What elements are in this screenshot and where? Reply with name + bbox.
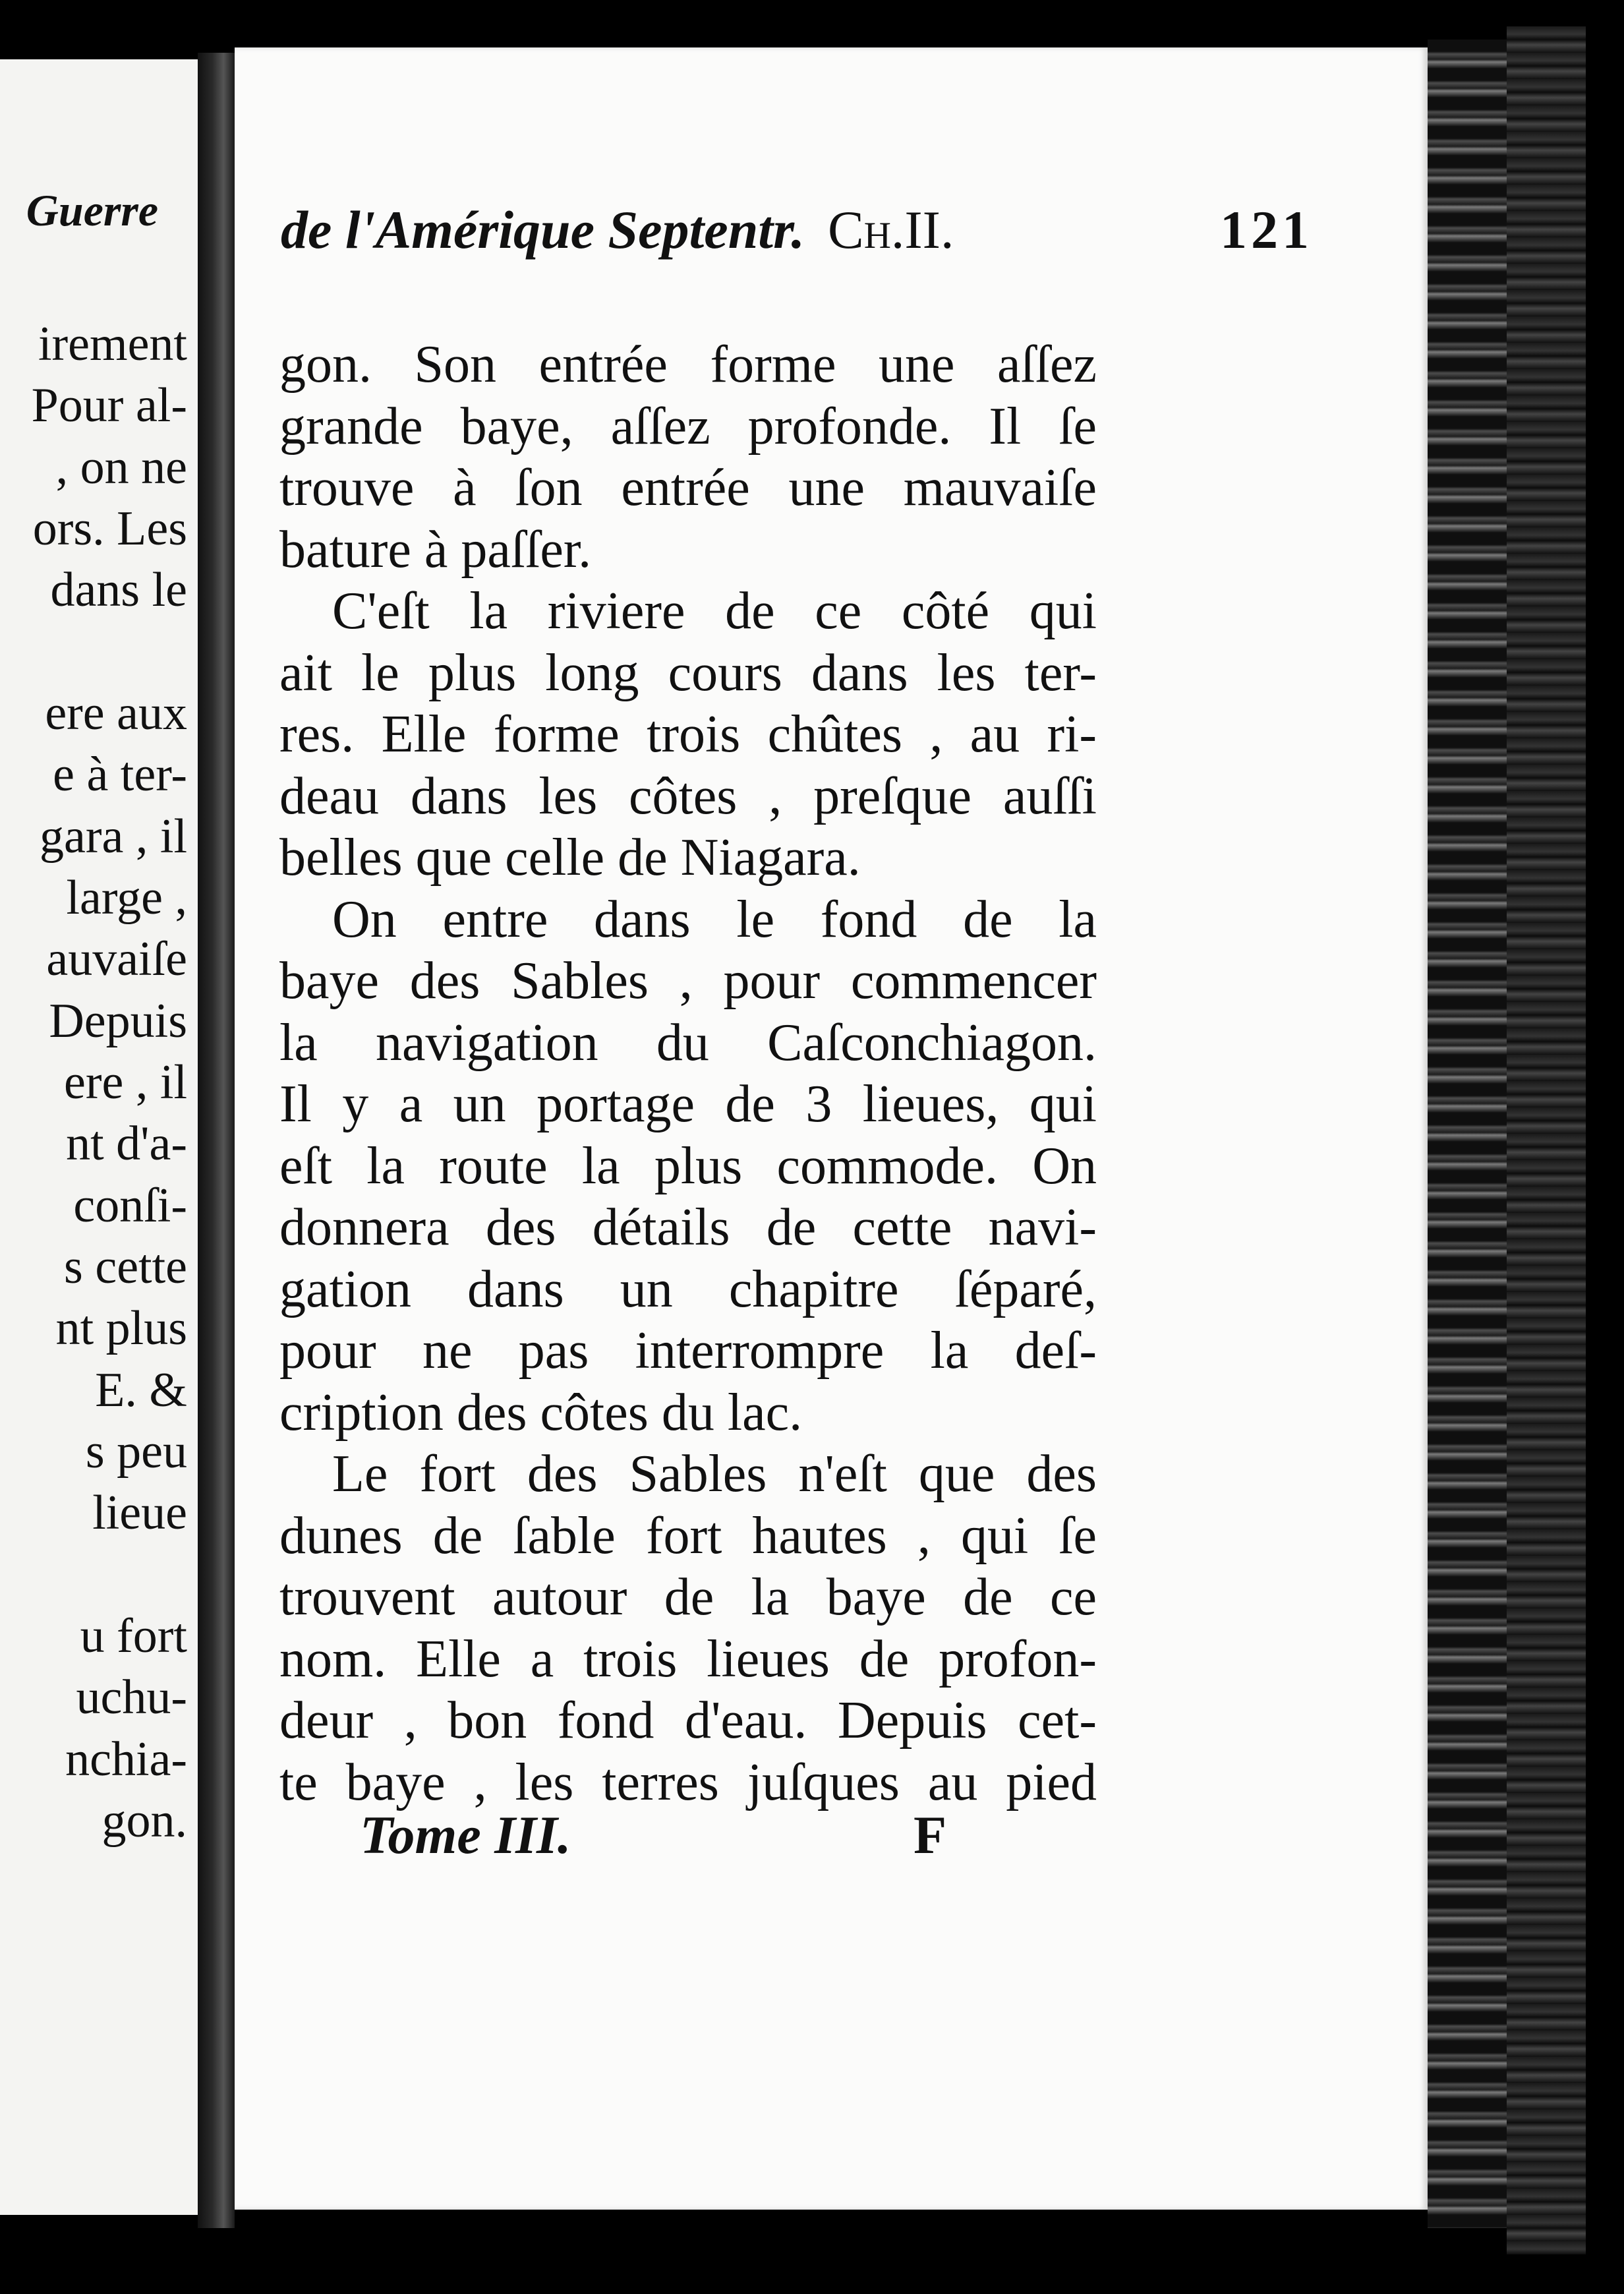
- facing-page-line: nt plus: [55, 1301, 187, 1355]
- text-line: eſt la route la plus commode. On: [279, 1136, 1097, 1195]
- text-line: ait le plus long cours dans les ter-: [279, 643, 1097, 702]
- text-line: dunes de ſable fort hautes , qui ſe: [279, 1506, 1097, 1565]
- text-line: deur , bon fond d'eau. Depuis cet-: [279, 1691, 1097, 1750]
- book-gutter: [198, 53, 235, 2228]
- running-title: de l'Amérique Septentr.: [281, 200, 805, 260]
- page-body: [279, 334, 1097, 1813]
- facing-page-line: E. &: [95, 1363, 187, 1417]
- text-line: belles que celle de Niagara.: [279, 829, 861, 887]
- text-line: res. Elle forme trois chûtes , au ri-: [279, 705, 1097, 763]
- facing-page-line: Pour al-: [31, 378, 187, 432]
- facing-page-line: irement: [38, 317, 187, 371]
- text-line: la navigation du Caſconchiagon.: [279, 1013, 1097, 1072]
- page-edge-texture: [1428, 40, 1507, 2228]
- text-line: C'eſt la riviere de ce côté qui: [332, 582, 1097, 640]
- facing-page-line: lieue: [92, 1486, 187, 1540]
- text-line: nom. Elle a trois lieues de profon-: [279, 1630, 1097, 1688]
- facing-page-line: , on ne: [55, 440, 187, 494]
- facing-page-line: large ,: [66, 871, 187, 925]
- facing-page-line: conſi-: [73, 1179, 187, 1233]
- facing-page-line: dans le: [50, 563, 187, 617]
- chapter-text: Ch.II.: [828, 200, 954, 260]
- facing-page-line: nt d'a-: [66, 1117, 187, 1171]
- text-line: Il y a un portage de 3 lieues, qui: [279, 1075, 1097, 1133]
- facing-page-line: gon.: [102, 1794, 187, 1848]
- chapter-label: [828, 199, 954, 261]
- text-line: te baye , les terres juſques au pied: [279, 1753, 1097, 1811]
- background-edge: [1586, 0, 1624, 2294]
- text-line: pour ne pas interrompre la deſ-: [279, 1322, 1097, 1380]
- book-page: [235, 47, 1428, 2210]
- facing-page-line: ere aux: [45, 686, 187, 740]
- text-line: gation dans un chapitre ſéparé,: [279, 1260, 1097, 1318]
- facing-page-line: ors. Les: [32, 502, 187, 556]
- page-number: 121: [1220, 200, 1313, 260]
- facing-page-header: Guerre: [26, 185, 158, 235]
- text-line: grande baye, aſſez profonde. Il ſe: [279, 397, 1097, 456]
- facing-page-line: Depuis: [49, 994, 187, 1048]
- facing-page-line: s peu: [85, 1425, 187, 1479]
- text-line: Le fort des Sables n'eſt que des: [332, 1445, 1097, 1503]
- facing-page-line: ere , il: [64, 1055, 187, 1109]
- text-line: gon. Son entrée forme une aſſez: [279, 336, 1097, 394]
- facing-page-line: e à ter-: [53, 748, 187, 802]
- facing-page-line: nchia-: [65, 1732, 187, 1786]
- text-line: baye des Sables , pour commencer: [279, 952, 1097, 1010]
- text-line: cription des côtes du lac.: [279, 1383, 803, 1442]
- facing-page-line: uchu-: [76, 1670, 187, 1724]
- text-line: trouvent autour de la baye de ce: [279, 1568, 1097, 1626]
- text-line: deau dans les côtes , preſque auſſi: [279, 767, 1097, 825]
- volume-footer: Tome III.: [360, 1805, 571, 1865]
- book-block-edge: [1507, 26, 1586, 2254]
- facing-page: [0, 59, 202, 2215]
- text-line: trouve à ſon entrée une mauvaiſe: [279, 459, 1097, 517]
- facing-page-line: s cette: [64, 1240, 187, 1294]
- text-line: On entre dans le fond de la: [332, 890, 1097, 949]
- facing-page-line: gara , il: [40, 809, 187, 864]
- signature-mark: F: [914, 1805, 947, 1865]
- facing-page-line: u fort: [80, 1609, 187, 1663]
- facing-page-line: auvaiſe: [46, 932, 187, 986]
- text-line: bature à paſſer.: [279, 520, 592, 579]
- running-header: [281, 199, 1362, 272]
- text-line: donnera des détails de cette navi-: [279, 1198, 1097, 1256]
